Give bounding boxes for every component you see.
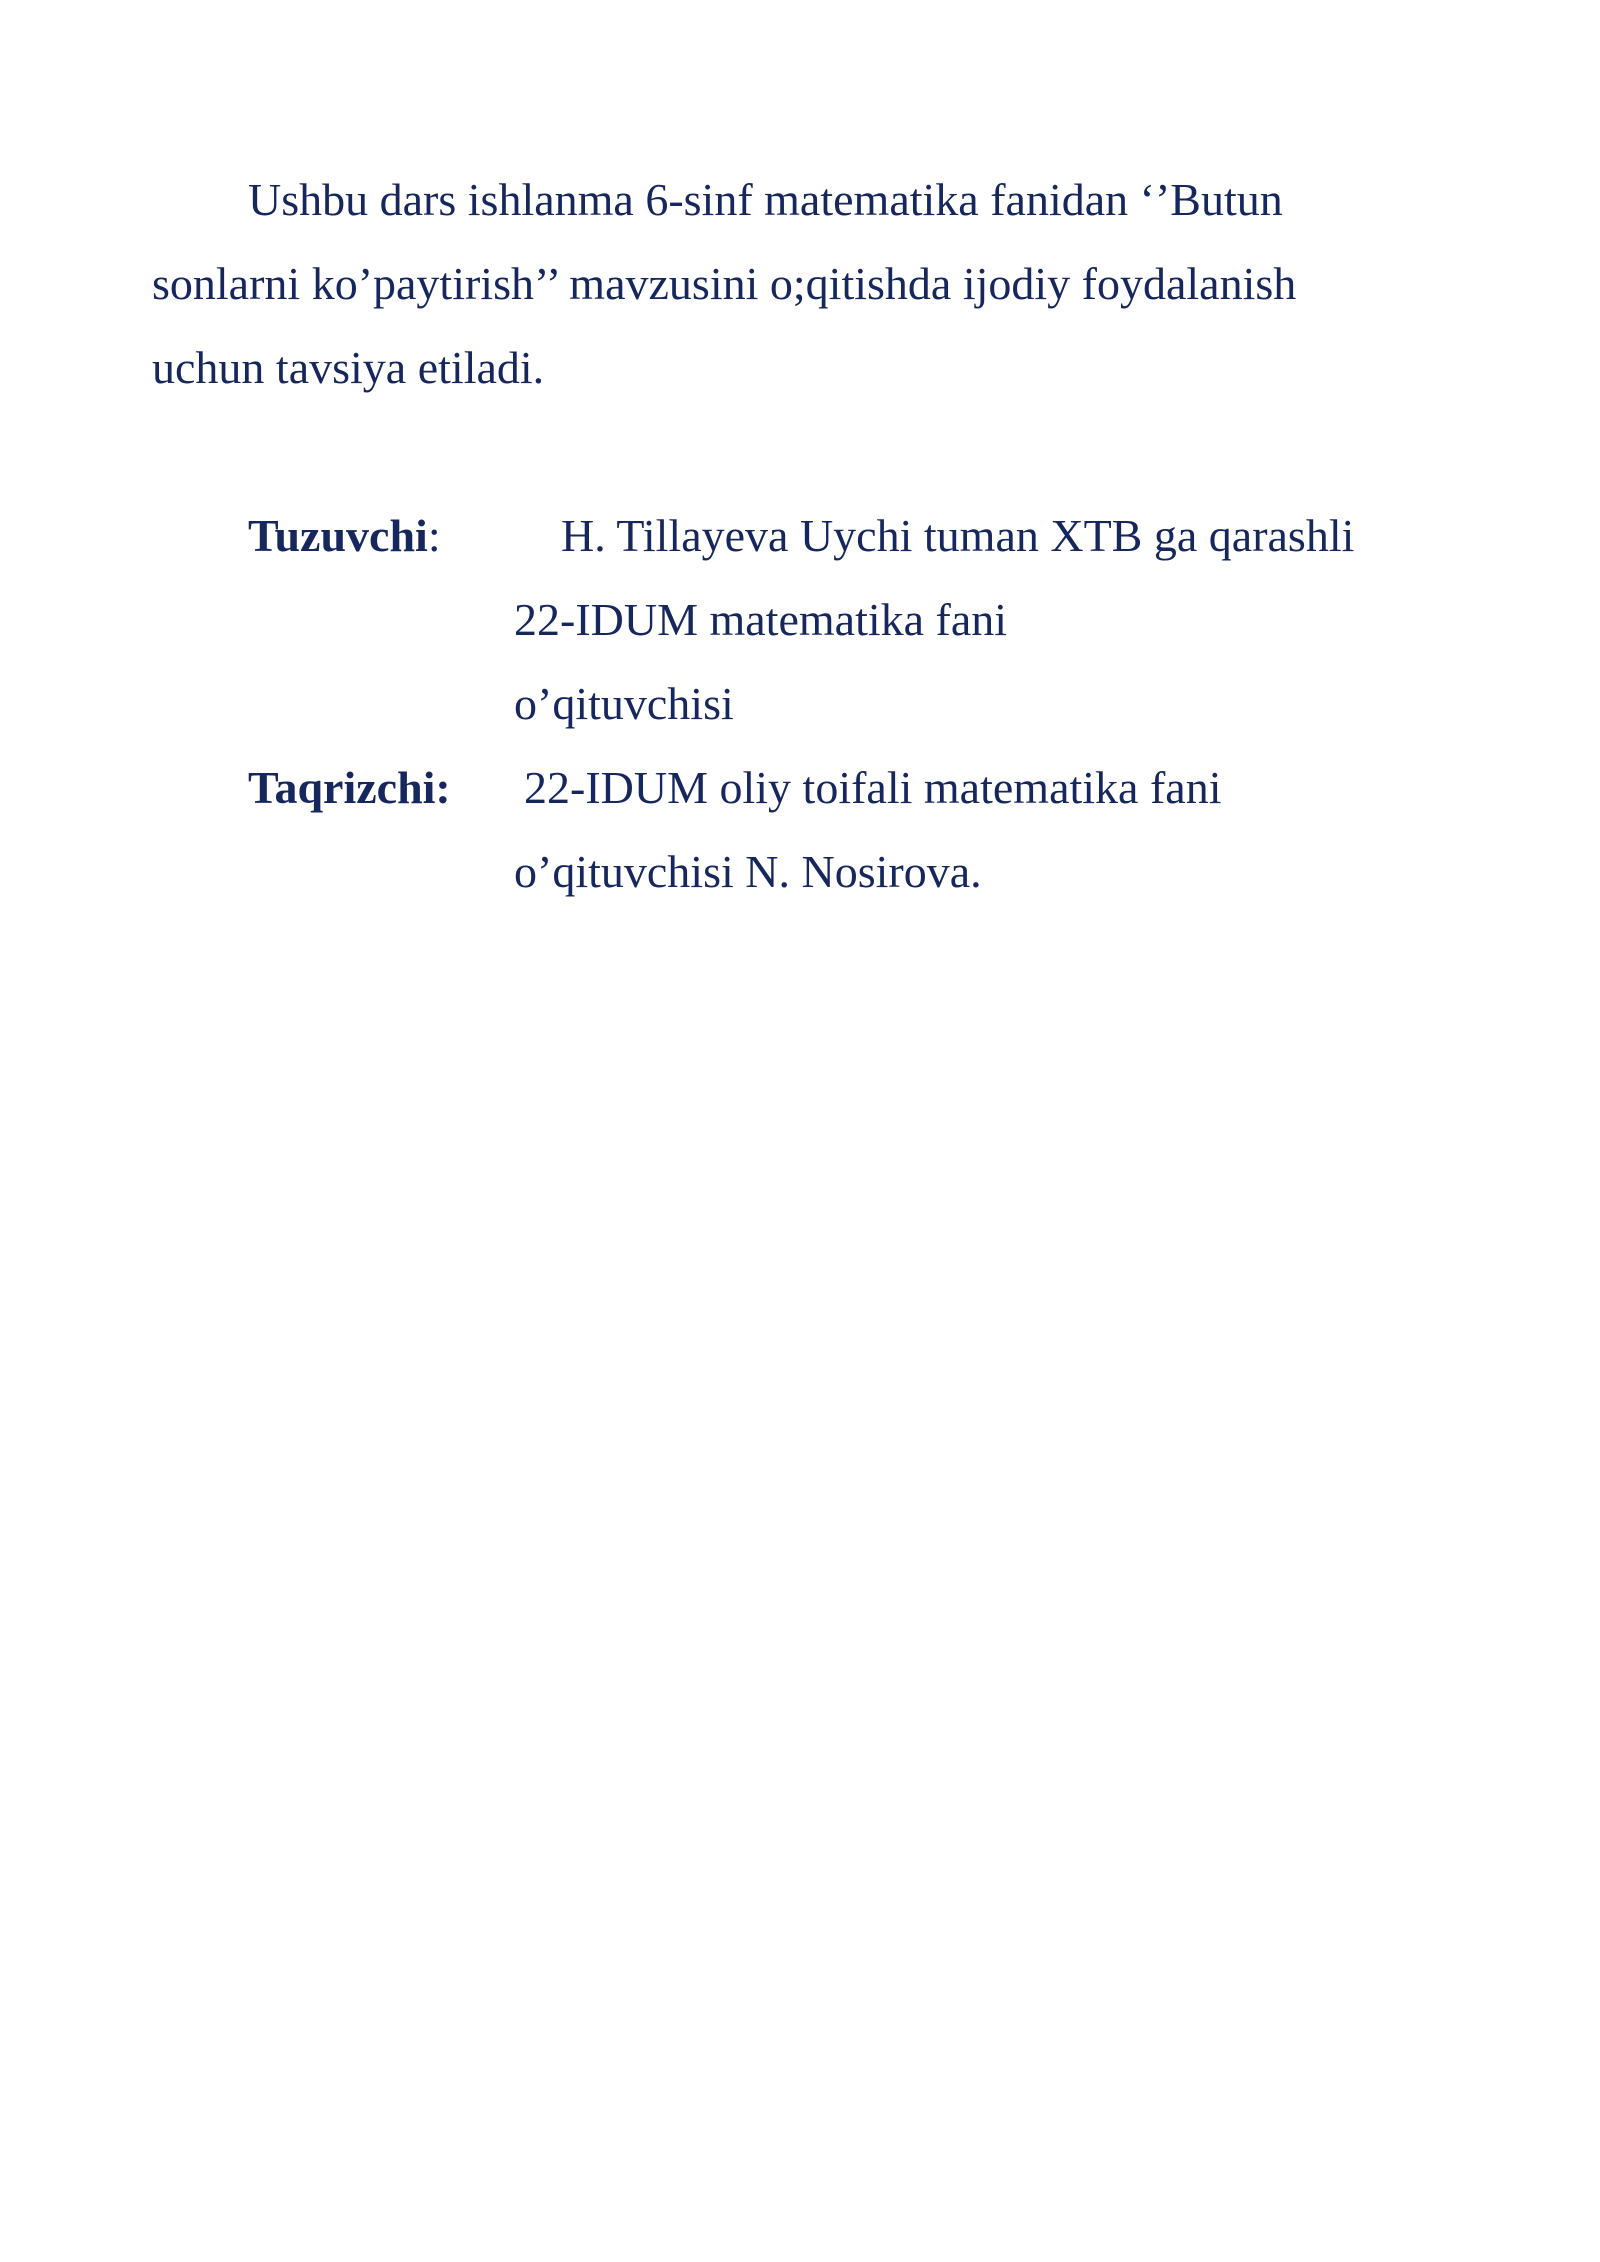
reviewer-label-text: Taqrizchi:: [248, 762, 451, 813]
author-line-1: H. Tillayeva Uychi tuman XTB ga qarashli: [561, 510, 1355, 561]
reviewer-label: [248, 760, 451, 816]
reviewer-line-1: 22-IDUM oliy toifali matematika fani: [524, 762, 1222, 813]
reviewer-line-2: o’qituvchisi N. Nosirova.: [514, 846, 982, 897]
intro-line-1: Ushbu dars ishlanma 6-sinf matematika fanidan ‘’Butun: [248, 174, 1283, 225]
author-line-2: 22-IDUM matematika fani: [514, 594, 1008, 645]
intro-line-2: sonlarni ko’paytirish’’ mavzusini o;qitishda ijodiy foydalanish: [152, 258, 1297, 309]
author-label-colon: :: [427, 510, 441, 561]
author-label: [248, 508, 441, 564]
author-line-3: o’qituvchisi: [514, 678, 734, 729]
intro-line-3: uchun tavsiya etiladi.: [152, 342, 545, 393]
author-label-text: Tuzuvchi: [248, 510, 428, 561]
